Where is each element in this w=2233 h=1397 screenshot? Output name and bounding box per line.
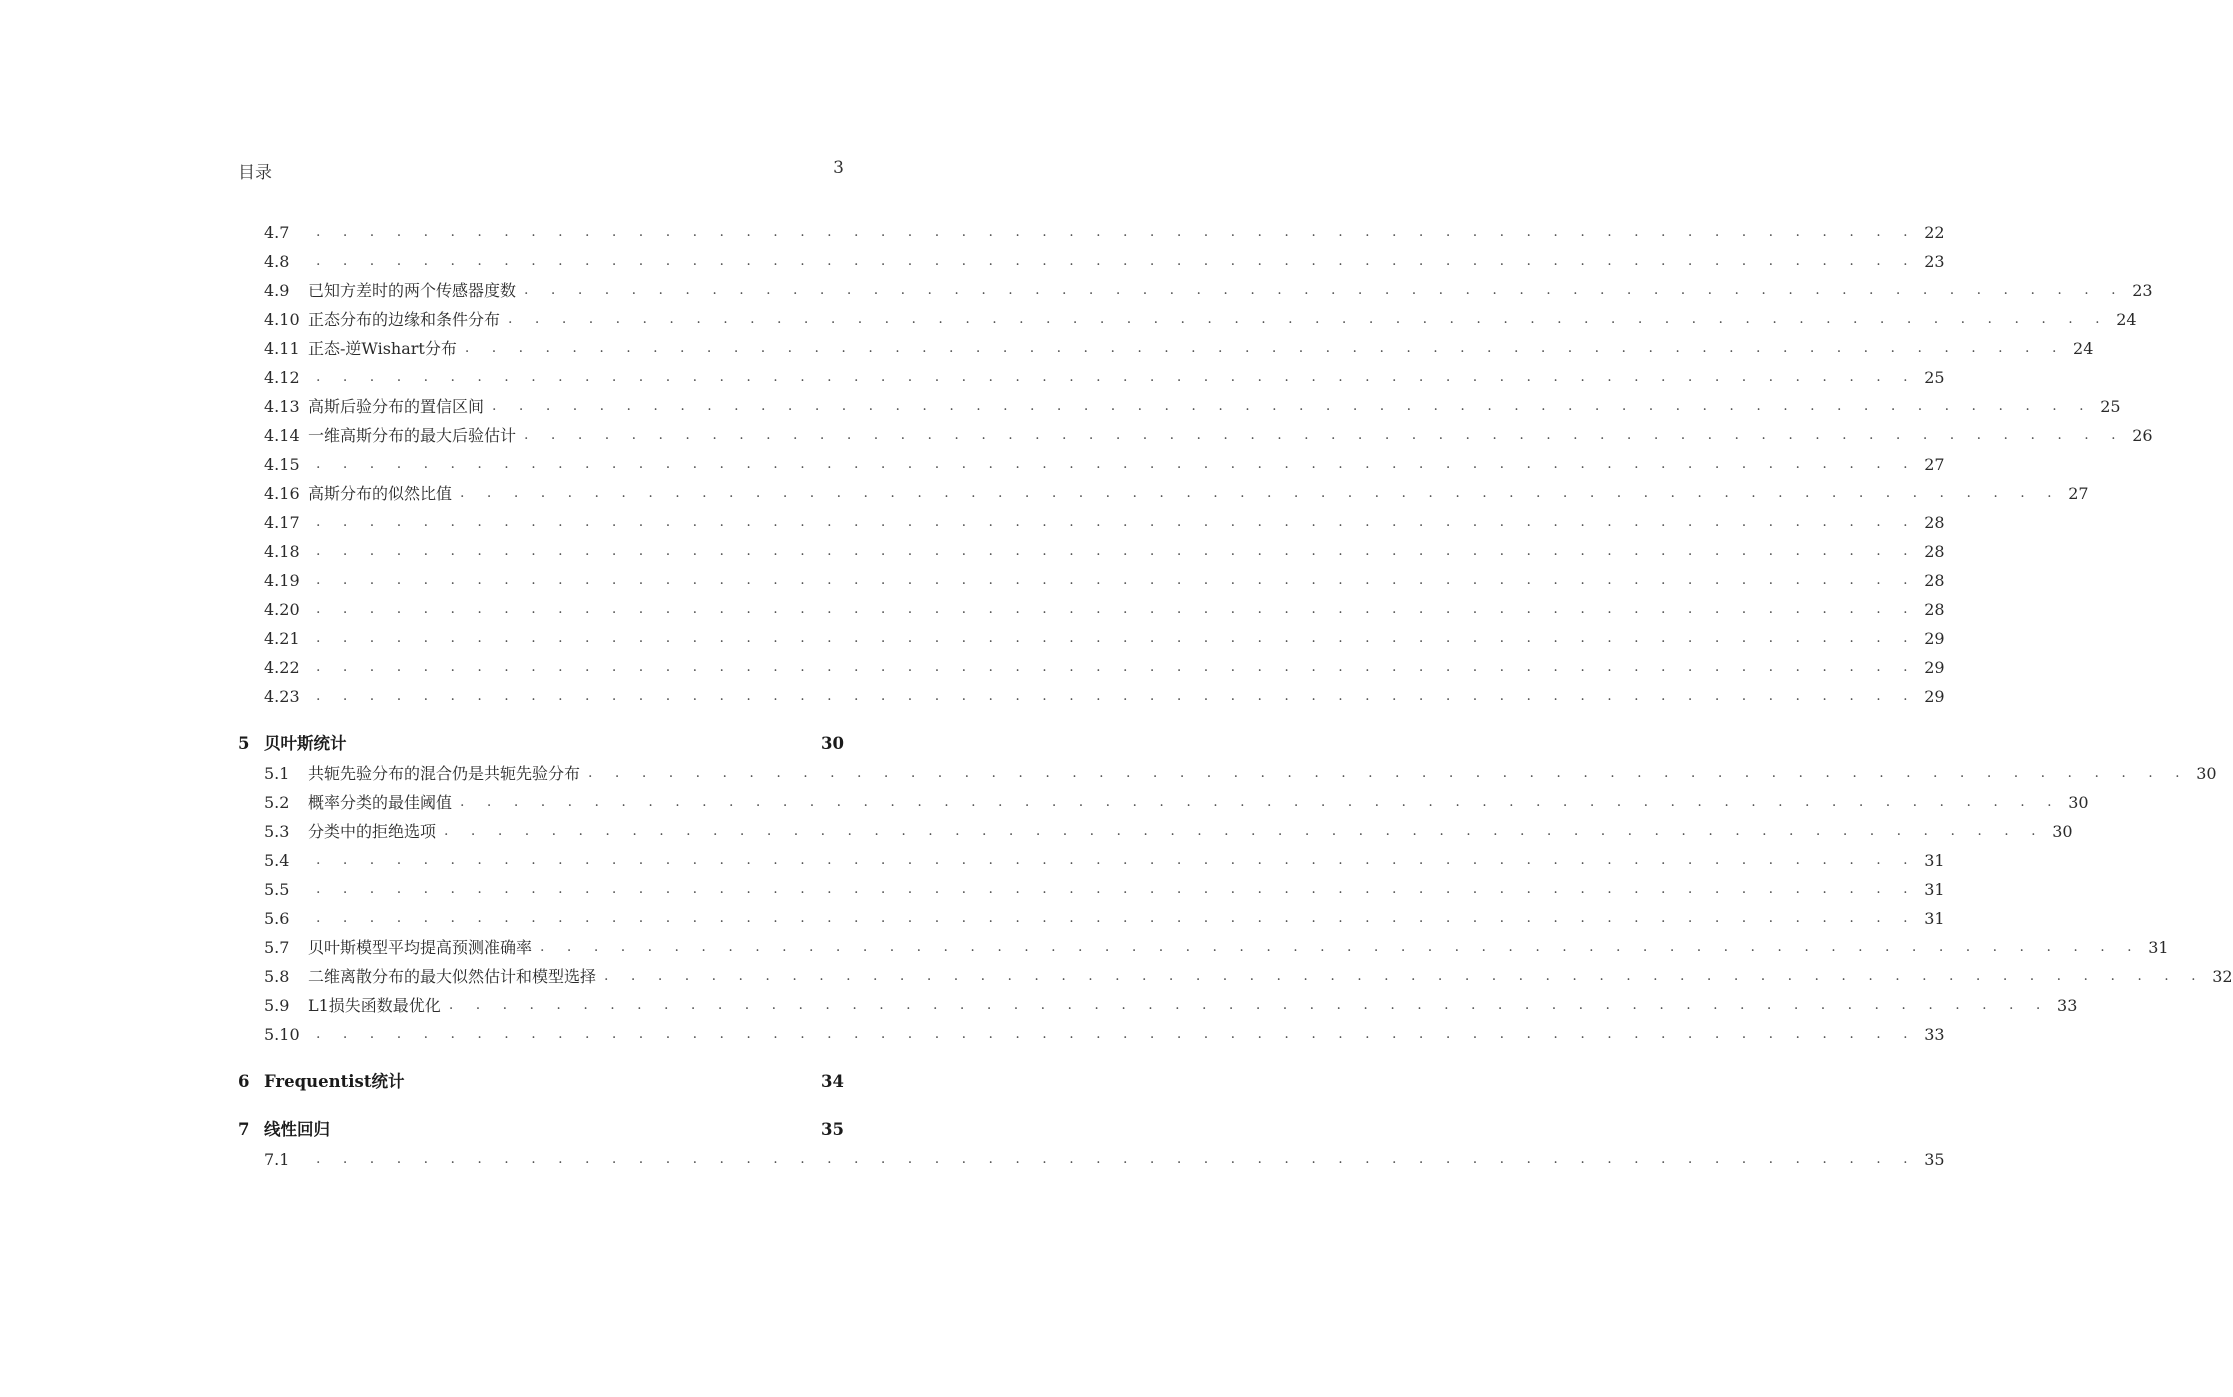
entry-page: 33 (1924, 1025, 1945, 1044)
entry-number: 4.12 (264, 368, 300, 387)
toc-entry[interactable] (238, 479, 2089, 508)
entry-page: 25 (2100, 397, 2121, 416)
entry-page: 35 (1924, 1150, 1945, 1169)
entry-page: 28 (1924, 513, 1945, 532)
dot-leader: . . . . . . . . . . . . . . . . . . . . . . . . . . . . . . . . . . . . . . . . . . . . . . . . . . . . . . . . . . . . (460, 794, 2061, 810)
entry-page: 30 (2196, 764, 2217, 783)
entry-page: 26 (2132, 426, 2153, 445)
entry-page: 27 (2068, 484, 2089, 503)
entry-title: 分类中的拒绝选项 (308, 822, 437, 841)
entry-number: 4.21 (264, 629, 300, 648)
entry-page: 29 (1924, 687, 1945, 706)
entry-title: 正态-逆Wishart分布 (308, 339, 457, 358)
entry-number: 4.18 (264, 542, 300, 561)
entry-title: 共轭先验分布的混合仍是共轭先验分布 (308, 764, 581, 783)
table-of-contents (238, 218, 2233, 1174)
entry-page: 30 (2068, 793, 2089, 812)
toc-chapter-heading[interactable] (238, 729, 844, 759)
dot-leader: . . . . . . . . . . . . . . . . . . . . . . . . . . . . . . . . . . . . . . . . . . . . . . . . . . . . . . . . . . . . (316, 456, 1917, 472)
entry-number: 4.20 (264, 600, 300, 619)
toc-entry[interactable] (238, 624, 1945, 653)
entry-title: 一维高斯分布的最大后验估计 (308, 426, 517, 445)
dot-leader: . . . . . . . . . . . . . . . . . . . . . . . . . . . . . . . . . . . . . . . . . . . . . . . . . . . . . . . . . . . . (448, 997, 2050, 1013)
toc-entry[interactable] (238, 1145, 1945, 1174)
entry-page: 31 (1924, 851, 1945, 870)
toc-chapter-heading[interactable] (238, 1067, 844, 1097)
entry-number: 4.19 (264, 571, 300, 590)
dot-leader: . . . . . . . . . . . . . . . . . . . . . . . . . . . . . . . . . . . . . . . . . . . . . . . . . . . . . . . . . . . . (316, 852, 1917, 868)
toc-entry[interactable] (238, 904, 1945, 933)
toc-entry[interactable] (238, 1020, 1945, 1049)
dot-leader: . . . . . . . . . . . . . . . . . . . . . . . . . . . . . . . . . . . . . . . . . . . . . . . . . . . . . . . . . . . . (316, 369, 1917, 385)
dot-leader: . . . . . . . . . . . . . . . . . . . . . . . . . . . . . . . . . . . . . . . . . . . . . . . . . . . . . . . . . . . . (524, 282, 2125, 298)
page-header (238, 158, 844, 184)
dot-leader: . . . . . . . . . . . . . . . . . . . . . . . . . . . . . . . . . . . . . . . . . . . . . . . . . . . . . . . . . . . . (316, 659, 1917, 675)
dot-leader: . . . . . . . . . . . . . . . . . . . . . . . . . . . . . . . . . . . . . . . . . . . . . . . . . . . . . . . . . . . . (316, 881, 1917, 897)
dot-leader: . . . . . . . . . . . . . . . . . . . . . . . . . . . . . . . . . . . . . . . . . . . . . . . . . . . . . . . . . . . . (316, 253, 1917, 269)
chapter-number: 5 (238, 734, 250, 753)
entry-page: 31 (1924, 880, 1945, 899)
toc-entry[interactable] (238, 962, 2233, 991)
entry-page: 29 (1924, 629, 1945, 648)
entry-title: 已知方差时的两个传感器度数 (308, 281, 517, 300)
dot-leader: . . . . . . . . . . . . . . . . . . . . . . . . . . . . . . . . . . . . . . . . . . . . . . . . . . . . . . . . . . . . (316, 688, 1917, 704)
dot-leader: . . . . . . . . . . . . . . . . . . . . . . . . . . . . . . . . . . . . . . . . . . . . . . . . . . . . . . . . . . . . (508, 311, 2109, 327)
dot-leader: . . . . . . . . . . . . . . . . . . . . . . . . . . . . . . . . . . . . . . . . . . . . . . . . . . . . . . . . . . . . (316, 572, 1917, 588)
entry-number: 4.16 (264, 484, 300, 503)
chapter-page: 35 (821, 1120, 844, 1139)
toc-entry[interactable] (238, 421, 2153, 450)
header-page-number: 3 (833, 158, 844, 178)
entry-title: 高斯分布的似然比值 (308, 484, 453, 503)
entry-number: 4.23 (264, 687, 300, 706)
toc-entry[interactable] (238, 508, 1945, 537)
toc-entry[interactable] (238, 817, 2073, 846)
entry-page: 31 (2148, 938, 2169, 957)
entry-page: 25 (1924, 368, 1945, 387)
dot-leader: . . . . . . . . . . . . . . . . . . . . . . . . . . . . . . . . . . . . . . . . . . . . . . . . . . . . . . . . . . . . (316, 1026, 1917, 1042)
toc-entry[interactable] (238, 276, 2153, 305)
toc-entry[interactable] (238, 566, 1945, 595)
entry-number: 5.5 (264, 880, 290, 899)
entry-page: 22 (1924, 223, 1945, 242)
entry-title: 概率分类的最佳阈值 (308, 793, 453, 812)
entry-number: 4.8 (264, 252, 290, 271)
entry-number: 5.3 (264, 822, 290, 841)
toc-section (238, 729, 2233, 1049)
toc-entry[interactable] (238, 682, 1945, 711)
entry-number: 4.14 (264, 426, 300, 445)
entry-title: L1损失函数最优化 (308, 996, 441, 1015)
dot-leader: . . . . . . . . . . . . . . . . . . . . . . . . . . . . . . . . . . . . . . . . . . . . . . . . . . . . . . . . . . . . (464, 340, 2066, 356)
toc-entry[interactable] (238, 875, 1945, 904)
dot-leader: . . . . . . . . . . . . . . . . . . . . . . . . . . . . . . . . . . . . . . . . . . . . . . . . . . . . . . . . . . . . (316, 514, 1917, 530)
toc-entry[interactable] (238, 247, 1945, 276)
entry-number: 5.9 (264, 996, 290, 1015)
entry-page: 33 (2057, 996, 2078, 1015)
dot-leader: . . . . . . . . . . . . . . . . . . . . . . . . . . . . . . . . . . . . . . . . . . . . . . . . . . . . . . . . . . . . (540, 939, 2141, 955)
chapter-title: 贝叶斯统计 (264, 734, 347, 753)
entry-title: 正态分布的边缘和条件分布 (308, 310, 501, 329)
entry-page: 23 (2132, 281, 2153, 300)
dot-leader: . . . . . . . . . . . . . . . . . . . . . . . . . . . . . . . . . . . . . . . . . . . . . . . . . . . . . . . . . . . . (524, 427, 2125, 443)
entry-title: 贝叶斯模型平均提高预测准确率 (308, 938, 533, 957)
entry-page: 27 (1924, 455, 1945, 474)
entry-number: 4.11 (264, 339, 300, 358)
dot-leader: . . . . . . . . . . . . . . . . . . . . . . . . . . . . . . . . . . . . . . . . . . . . . . . . . . . . . . . . . . . . (492, 398, 2093, 414)
entry-number: 5.6 (264, 909, 290, 928)
entry-title: 高斯后验分布的置信区间 (308, 397, 485, 416)
dot-leader: . . . . . . . . . . . . . . . . . . . . . . . . . . . . . . . . . . . . . . . . . . . . . . . . . . . . . . . . . . . . (588, 765, 2189, 781)
dot-leader: . . . . . . . . . . . . . . . . . . . . . . . . . . . . . . . . . . . . . . . . . . . . . . . . . . . . . . . . . . . . (316, 224, 1917, 240)
toc-entry[interactable] (238, 537, 1945, 566)
entry-number: 5.1 (264, 764, 290, 783)
chapter-number: 7 (238, 1120, 250, 1139)
entry-number: 5.7 (264, 938, 290, 957)
entry-page: 31 (1924, 909, 1945, 928)
entry-page: 23 (1924, 252, 1945, 271)
header-title: 目录 (238, 163, 272, 183)
toc-entry[interactable] (238, 363, 1945, 392)
entry-number: 4.17 (264, 513, 300, 532)
toc-entry[interactable] (238, 653, 1945, 682)
entry-number: 4.22 (264, 658, 300, 677)
chapter-title: 线性回归 (264, 1120, 330, 1139)
entry-page: 24 (2116, 310, 2137, 329)
toc-entry[interactable] (238, 392, 2121, 421)
entry-number: 5.8 (264, 967, 290, 986)
toc-entry[interactable] (238, 595, 1945, 624)
entry-number: 7.1 (264, 1150, 290, 1169)
toc-entry[interactable] (238, 218, 1945, 247)
toc-chapter-heading[interactable] (238, 1115, 844, 1145)
entry-number: 5.4 (264, 851, 290, 870)
entry-page: 28 (1924, 542, 1945, 561)
toc-section (238, 218, 2153, 711)
entry-page: 28 (1924, 571, 1945, 590)
dot-leader: . . . . . . . . . . . . . . . . . . . . . . . . . . . . . . . . . . . . . . . . . . . . . . . . . . . . . . . . . . . . (444, 823, 2045, 839)
entry-number: 4.15 (264, 455, 300, 474)
entry-page: 28 (1924, 600, 1945, 619)
chapter-page: 34 (821, 1072, 844, 1091)
toc-entry[interactable] (238, 933, 2169, 962)
entry-number: 4.10 (264, 310, 300, 329)
entry-page: 29 (1924, 658, 1945, 677)
dot-leader: . . . . . . . . . . . . . . . . . . . . . . . . . . . . . . . . . . . . . . . . . . . . . . . . . . . . . . . . . . . . (316, 910, 1917, 926)
dot-leader: . . . . . . . . . . . . . . . . . . . . . . . . . . . . . . . . . . . . . . . . . . . . . . . . . . . . . . . . . . . . (316, 630, 1917, 646)
entry-number: 4.9 (264, 281, 290, 300)
dot-leader: . . . . . . . . . . . . . . . . . . . . . . . . . . . . . . . . . . . . . . . . . . . . . . . . . . . . . . . . . . . . (316, 1151, 1917, 1167)
entry-page: 32 (2212, 967, 2233, 986)
toc-entry[interactable] (238, 305, 2137, 334)
entry-number: 4.13 (264, 397, 300, 416)
toc-entry[interactable] (238, 991, 2078, 1020)
entry-number: 5.10 (264, 1025, 300, 1044)
entry-page: 24 (2073, 339, 2094, 358)
chapter-title: Frequentist统计 (264, 1072, 405, 1091)
entry-number: 4.7 (264, 223, 290, 242)
chapter-number: 6 (238, 1072, 250, 1091)
toc-entry[interactable] (238, 759, 2217, 788)
toc-section (238, 1067, 844, 1097)
dot-leader: . . . . . . . . . . . . . . . . . . . . . . . . . . . . . . . . . . . . . . . . . . . . . . . . . . . . . . . . . . . . (460, 485, 2061, 501)
toc-entry[interactable] (238, 450, 1945, 479)
entry-page: 30 (2052, 822, 2073, 841)
dot-leader: . . . . . . . . . . . . . . . . . . . . . . . . . . . . . . . . . . . . . . . . . . . . . . . . . . . . . . . . . . . . (604, 968, 2205, 984)
toc-entry[interactable] (238, 846, 1945, 875)
entry-number: 5.2 (264, 793, 290, 812)
chapter-page: 30 (821, 734, 844, 753)
dot-leader: . . . . . . . . . . . . . . . . . . . . . . . . . . . . . . . . . . . . . . . . . . . . . . . . . . . . . . . . . . . . (316, 601, 1917, 617)
entry-title: 二维离散分布的最大似然估计和模型选择 (308, 967, 597, 986)
toc-section (238, 1115, 1945, 1174)
toc-entry[interactable] (238, 334, 2094, 363)
dot-leader: . . . . . . . . . . . . . . . . . . . . . . . . . . . . . . . . . . . . . . . . . . . . . . . . . . . . . . . . . . . . (316, 543, 1917, 559)
toc-entry[interactable] (238, 788, 2089, 817)
